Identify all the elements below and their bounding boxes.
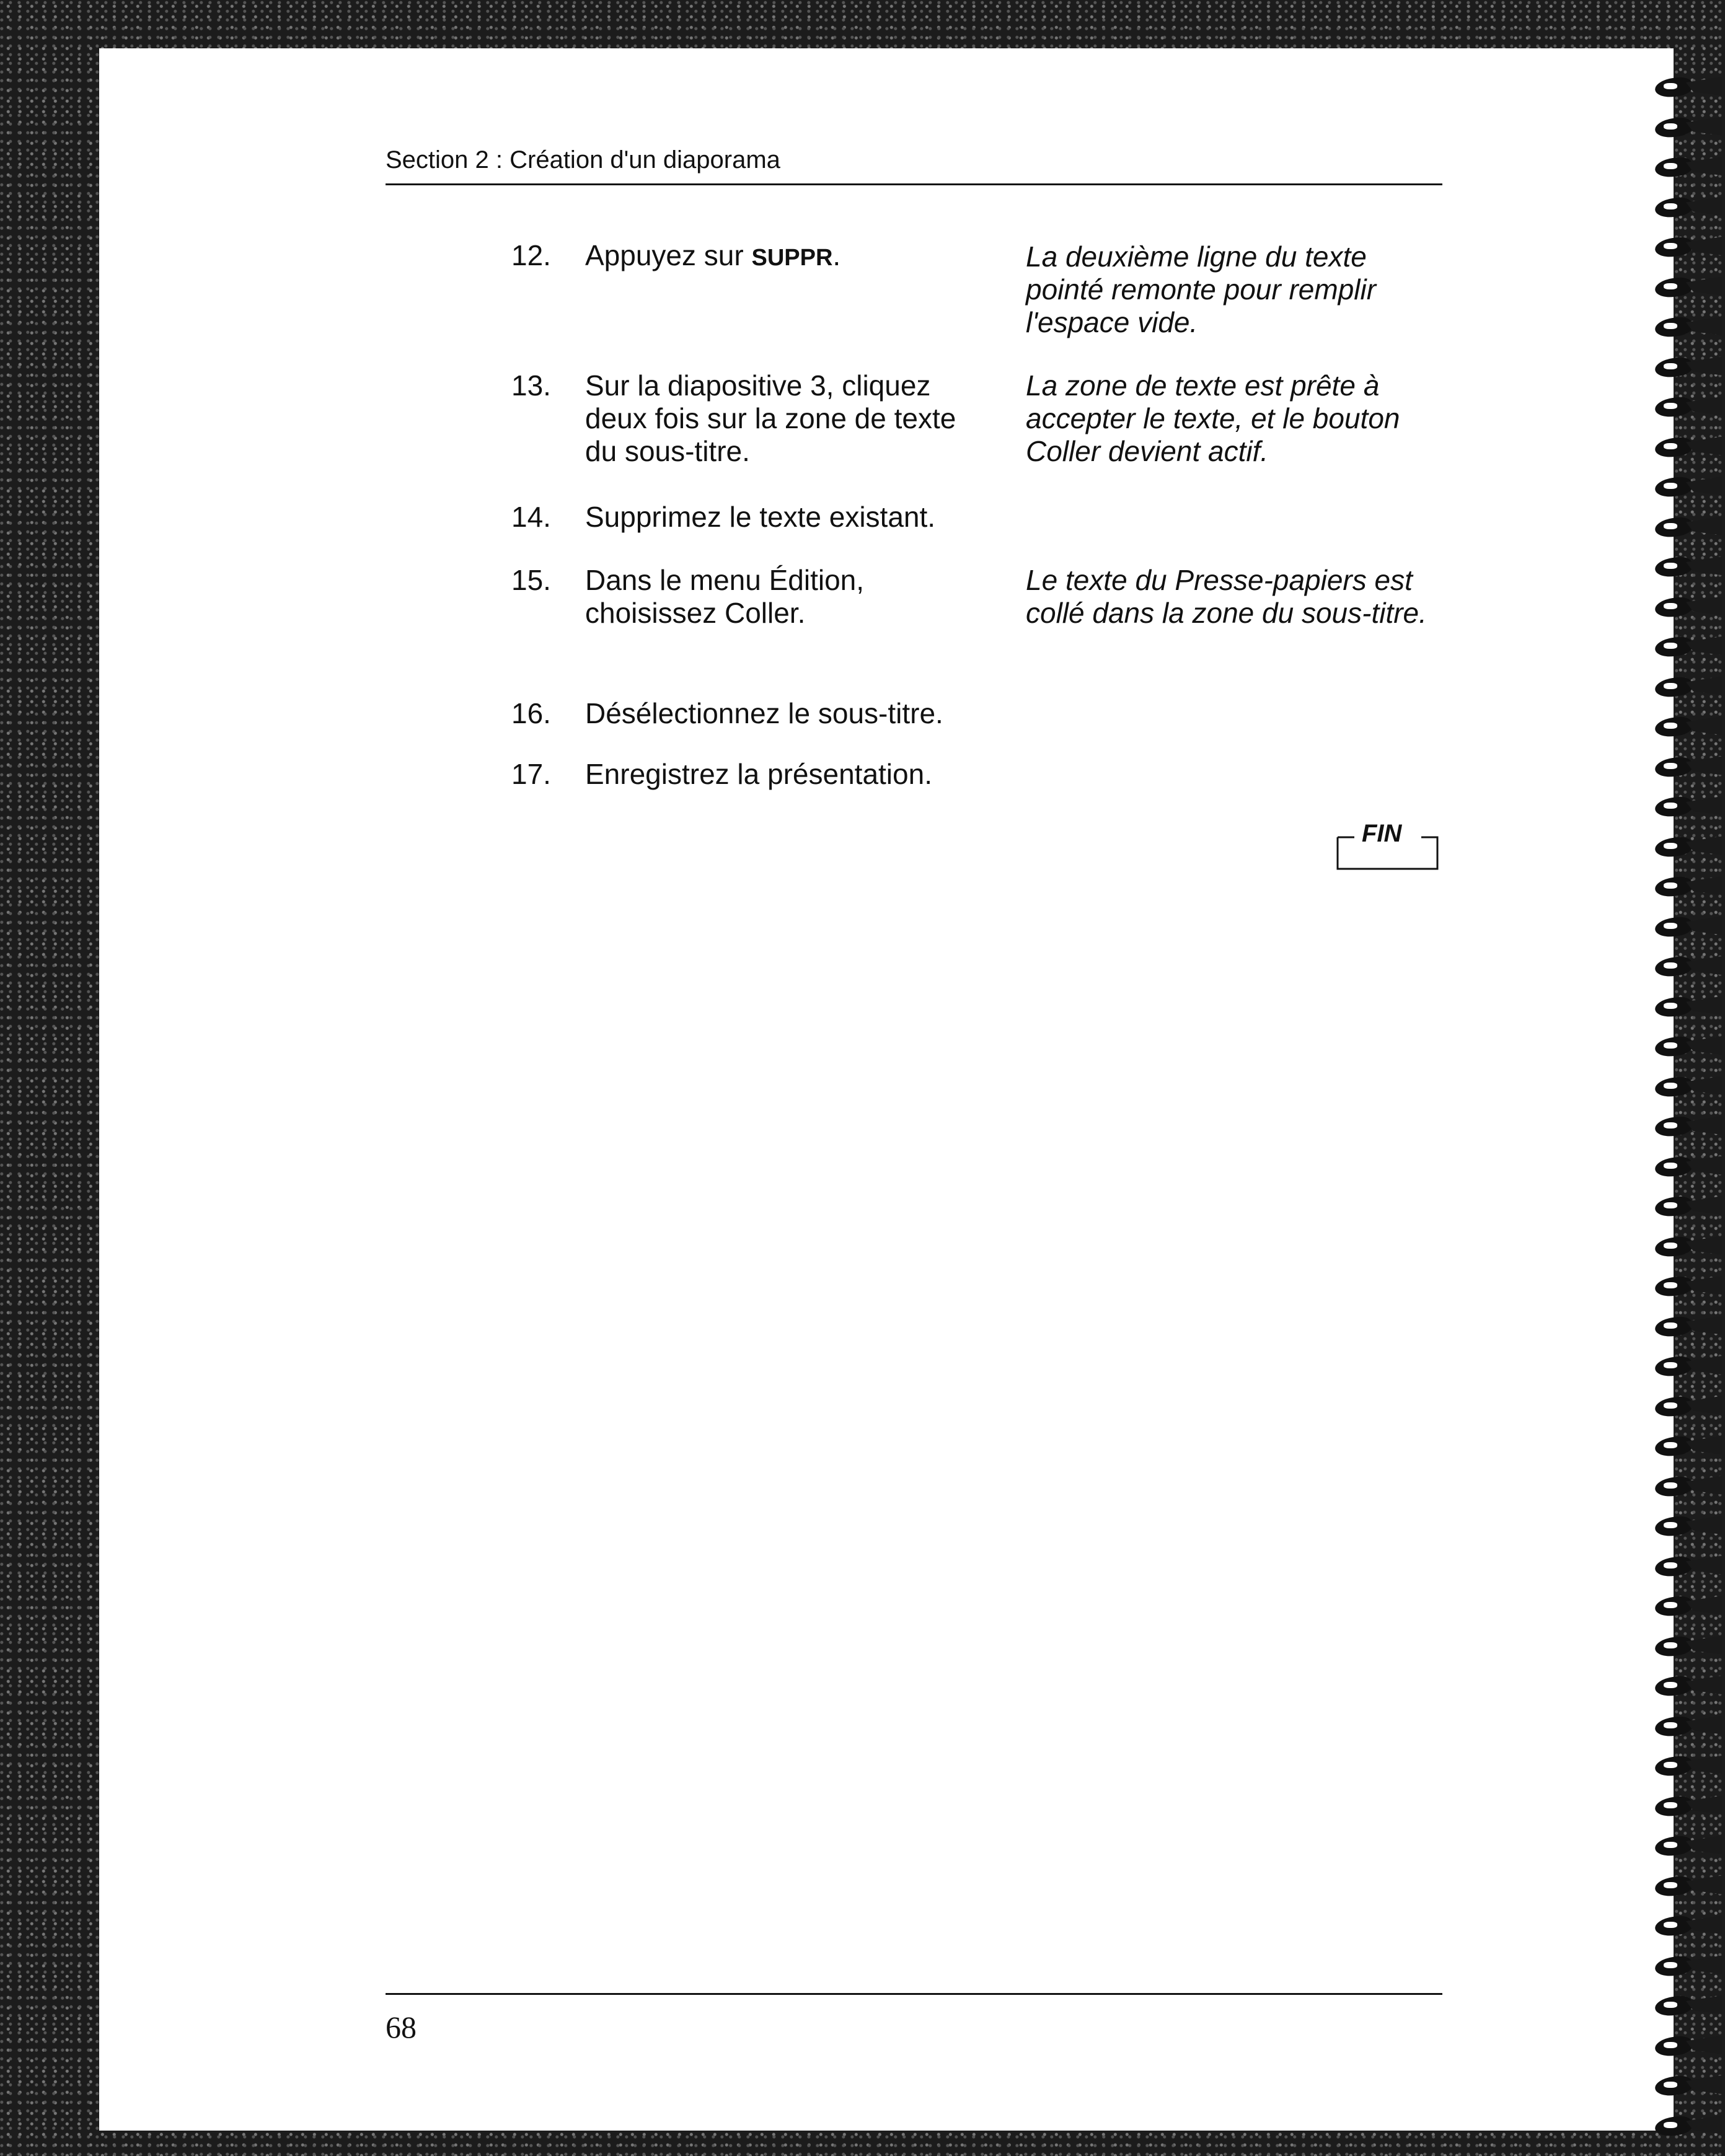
spiral-coil bbox=[1649, 1554, 1725, 1578]
spiral-coil bbox=[1649, 1953, 1725, 1978]
spiral-coil bbox=[1649, 834, 1725, 859]
step-number: 13. bbox=[511, 369, 551, 402]
key-name: SUPPR bbox=[751, 245, 833, 271]
spiral-coil bbox=[1649, 1753, 1725, 1778]
step-instruction: Supprimez le texte existant. bbox=[585, 501, 936, 533]
spiral-coil bbox=[1649, 275, 1725, 299]
spiral-coil bbox=[1649, 1194, 1725, 1218]
spiral-coil bbox=[1649, 514, 1725, 539]
spiral-coil bbox=[1649, 234, 1725, 259]
step-instruction: Sur la diapositive 3, cliquez deux fois sur la zone de texte du sous-titre. bbox=[585, 369, 956, 467]
spiral-coil bbox=[1649, 2033, 1725, 2058]
spiral-coil bbox=[1649, 594, 1725, 619]
document-page bbox=[99, 48, 1674, 2131]
page-number: 68 bbox=[386, 2010, 417, 2044]
spiral-coil bbox=[1649, 794, 1725, 819]
spiral-coil bbox=[1649, 714, 1725, 739]
spiral-coil bbox=[1649, 1353, 1725, 1378]
step-number: 12. bbox=[511, 239, 551, 271]
step-result: Le texte du Presse-papiers est collé dans la zone du sous-titre. bbox=[1026, 564, 1427, 629]
spiral-coil bbox=[1649, 1314, 1725, 1339]
spiral-coil bbox=[1649, 1593, 1725, 1618]
spiral-coil bbox=[1649, 1394, 1725, 1419]
spiral-coil bbox=[1649, 1433, 1725, 1458]
spiral-coil bbox=[1649, 2113, 1725, 2138]
spiral-coil bbox=[1649, 1673, 1725, 1698]
spiral-coil bbox=[1649, 1074, 1725, 1099]
step-result: La deuxième ligne du texte pointé remonte pour remplir l'espace vide. bbox=[1026, 240, 1377, 338]
spiral-coil bbox=[1649, 1034, 1725, 1058]
spiral-coil bbox=[1649, 314, 1725, 339]
spiral-coil bbox=[1649, 1993, 1725, 2018]
spiral-binding bbox=[1649, 74, 1725, 2138]
spiral-coil bbox=[1649, 1234, 1725, 1259]
section-header: Section 2 : Création d'un diaporama bbox=[386, 146, 780, 174]
step-instruction: Appuyez sur SUPPR. bbox=[585, 239, 841, 271]
spiral-coil bbox=[1649, 1513, 1725, 1538]
spiral-coil bbox=[1649, 1873, 1725, 1898]
spiral-coil bbox=[1649, 1114, 1725, 1138]
spiral-coil bbox=[1649, 754, 1725, 779]
spiral-coil bbox=[1649, 434, 1725, 459]
end-marker bbox=[1336, 820, 1439, 871]
spiral-coil bbox=[1649, 1634, 1725, 1658]
spiral-coil bbox=[1649, 554, 1725, 579]
step-number: 14. bbox=[511, 501, 551, 533]
spiral-coil bbox=[1649, 474, 1725, 499]
spiral-coil bbox=[1649, 1793, 1725, 1818]
footer-rule bbox=[386, 1993, 1442, 1995]
spiral-coil bbox=[1649, 674, 1725, 699]
spiral-coil bbox=[1649, 154, 1725, 179]
step-instruction: Désélectionnez le sous-titre. bbox=[585, 697, 943, 729]
spiral-coil bbox=[1649, 1154, 1725, 1179]
step-instruction: Enregistrez la présentation. bbox=[585, 758, 932, 790]
spiral-coil bbox=[1649, 115, 1725, 139]
step-instruction: Dans le menu Édition, choisissez Coller. bbox=[585, 564, 865, 629]
step-number: 15. bbox=[511, 564, 551, 596]
spiral-coil bbox=[1649, 195, 1725, 219]
spiral-coil bbox=[1649, 74, 1725, 99]
spiral-coil bbox=[1649, 1474, 1725, 1498]
spiral-coil bbox=[1649, 994, 1725, 1019]
step-result: La zone de texte est prête à accepter le texte, et le bouton Coller devient actif. bbox=[1026, 369, 1400, 467]
spiral-coil bbox=[1649, 354, 1725, 379]
spiral-coil bbox=[1649, 874, 1725, 899]
header-rule bbox=[386, 183, 1442, 185]
spiral-coil bbox=[1649, 634, 1725, 659]
step-number: 16. bbox=[511, 697, 551, 729]
spiral-coil bbox=[1649, 914, 1725, 939]
spiral-coil bbox=[1649, 1833, 1725, 1858]
spiral-coil bbox=[1649, 1274, 1725, 1298]
spiral-coil bbox=[1649, 2073, 1725, 2098]
step-number: 17. bbox=[511, 758, 551, 790]
spiral-coil bbox=[1649, 394, 1725, 419]
end-marker-label: FIN bbox=[1358, 820, 1405, 848]
spiral-coil bbox=[1649, 1714, 1725, 1738]
spiral-coil bbox=[1649, 954, 1725, 979]
spiral-coil bbox=[1649, 1913, 1725, 1938]
